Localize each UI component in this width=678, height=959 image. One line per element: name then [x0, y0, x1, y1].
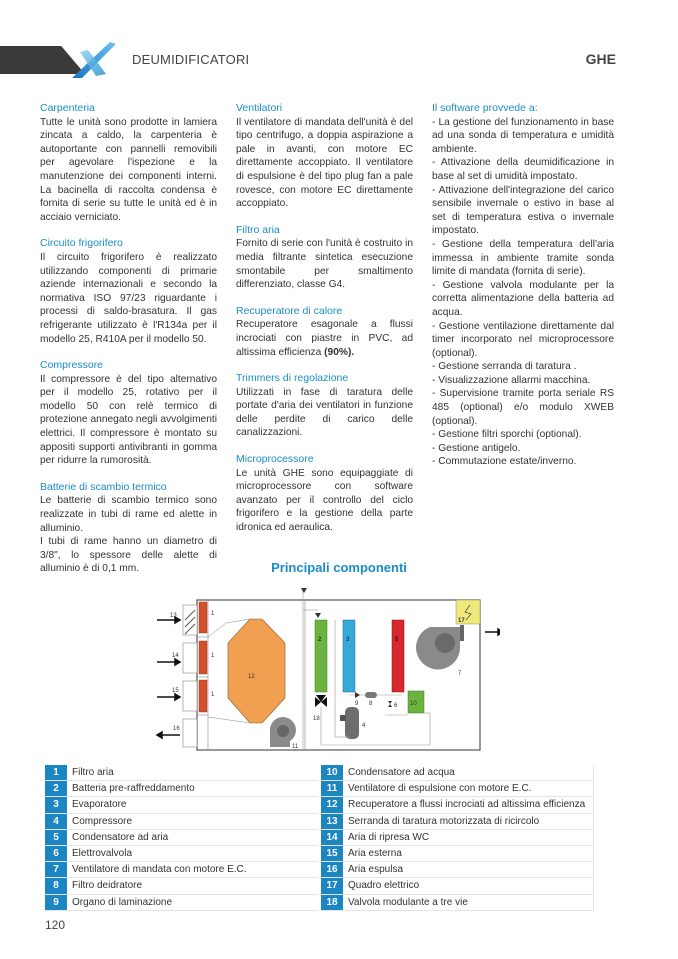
section-recuperatore [236, 305, 413, 359]
section-heading: Batterie di scambio termico [40, 480, 167, 493]
svg-text:1: 1 [211, 653, 215, 659]
legend-label: Aria esterna [348, 848, 402, 860]
legend-number: 11 [321, 781, 343, 796]
section-carpenteria [40, 102, 217, 224]
legend-row [321, 862, 594, 878]
legend-row [321, 846, 594, 862]
legend-label: Serranda di taratura motorizzata di ricircolo [348, 815, 540, 827]
svg-text:16: 16 [173, 726, 180, 732]
legend-number: 12 [321, 797, 343, 812]
page-header [0, 38, 678, 80]
software-item: - Gestione filtri sporchi (optional). [432, 429, 582, 441]
svg-text:4: 4 [362, 723, 366, 729]
section-microprocessore [236, 453, 413, 535]
section-heading: Filtro aria [236, 223, 280, 236]
section-heading: Circuito frigorifero [40, 237, 123, 250]
section-heading: Compressore [40, 359, 104, 372]
legend-number: 18 [321, 895, 343, 910]
legend-number: 14 [321, 830, 343, 845]
section-ventilatori [236, 102, 413, 211]
legend-number: 8 [45, 878, 67, 893]
section-circuito-frigorifero [40, 237, 217, 346]
legend-label: Valvola modulante a tre vie [348, 896, 468, 908]
middle-column [236, 102, 413, 548]
software-item: - Attivazione dell'integrazione del carico sensibile invernale o estivo in base al set di temperatura estiva o invernale impostato. [432, 184, 614, 237]
legend-label: Condensatore ad aria [72, 831, 169, 843]
software-item: - Gestione ventilazione direttamente dal timer incorporato nel microprocessore (optional). [432, 320, 614, 359]
software-item: - Gestione serranda di taratura . [432, 361, 577, 373]
svg-text:14: 14 [172, 653, 179, 659]
section-text-main: Recuperatore esagonale a flussi incrociati con piastre in PVC, ad altissima efficienza [236, 319, 413, 358]
product-code: GHE [585, 51, 616, 67]
legend-row [321, 765, 594, 781]
legend-label: Aria espulsa [348, 864, 404, 876]
legend-row [45, 797, 318, 813]
legend-row [321, 830, 594, 846]
svg-text:10: 10 [410, 701, 417, 707]
section-title: DEUMIDIFICATORI [132, 52, 250, 67]
svg-text:7: 7 [458, 671, 462, 677]
legend-label: Batteria pre-raffreddamento [72, 783, 195, 795]
legend-label: Ventilatore di mandata con motore E.C. [72, 864, 247, 876]
legend-label: Ventilatore di espulsione con motore E.C. [348, 783, 532, 795]
damper-icon [183, 605, 197, 635]
left-column [40, 102, 217, 589]
section-trimmers [236, 372, 413, 440]
legend-number: 6 [45, 846, 67, 861]
legend-number: 7 [45, 862, 67, 877]
legend-label: Compressore [72, 815, 133, 827]
legend-number: 3 [45, 797, 67, 812]
legend-number: 17 [321, 878, 343, 893]
svg-text:18: 18 [313, 716, 320, 722]
legend-number: 10 [321, 765, 343, 780]
software-heading: Il software provvede a: [432, 102, 538, 114]
legend-row [45, 765, 318, 781]
legend-row [321, 895, 594, 911]
legend-label: Elettrovalvola [72, 848, 133, 860]
legend-label: Filtro deidratore [72, 880, 143, 892]
legend-row [321, 797, 594, 813]
svg-text:13: 13 [170, 613, 177, 619]
legend-number: 1 [45, 765, 67, 780]
section-text: Tutte le unità sono prodotte in lamiera zincata a caldo, la carpenteria è autoportante con pannelli removibili per agevolare l'ispezione e la manutenzione dei componenti interni. La bacinella di raccolta condensa è fornita di serie su tutte le unità ed è in acciaio verniciato. [40, 116, 217, 223]
legend-label: Recuperatore a flussi incrociati ad altissima efficienza [348, 799, 586, 811]
legend-row [321, 878, 594, 894]
legend-number: 16 [321, 862, 343, 877]
svg-text:17: 17 [458, 618, 465, 624]
diagram-title: Principali componenti [271, 560, 407, 575]
page-number: 120 [45, 918, 66, 932]
components-diagram [140, 585, 500, 755]
legend-number: 15 [321, 846, 343, 861]
legend-label: Organo di laminazione [72, 896, 173, 908]
section-text: Il ventilatore di mandata dell'unità è del tipo centrifugo, a doppia aspirazione a pale in avanti, con motore EC direttamente accoppiato. Il ventilatore di espulsione è del tipo plug fan a pale rovesce, con motore EC direttamente accoppiato. [236, 116, 413, 210]
legend-row [45, 878, 318, 894]
section-text [236, 318, 413, 359]
svg-text:6: 6 [394, 703, 398, 709]
section-filtro-aria [236, 224, 413, 292]
brand-x-logo-icon [60, 40, 120, 80]
svg-text:3: 3 [346, 637, 350, 643]
legend-row [45, 814, 318, 830]
legend-label: Condensatore ad acqua [348, 767, 455, 779]
legend-label: Filtro aria [72, 767, 114, 779]
svg-text:1: 1 [211, 611, 215, 617]
svg-text:15: 15 [172, 688, 179, 694]
software-item: - Supervisione tramite porta seriale RS 485 (optional) e/o modulo XWEB (optional). [432, 388, 614, 427]
svg-text:1: 1 [211, 692, 215, 698]
section-heading: Microprocessore [236, 453, 314, 466]
svg-text:5: 5 [395, 637, 399, 643]
section-text: Le unità GHE sono equipaggiate di microprocessore con software avanzato per il controllo del ciclo frigorifero e la gestione della parte idronica ed aeraulica. [236, 467, 413, 534]
svg-text:11: 11 [292, 744, 299, 750]
svg-text:2: 2 [318, 637, 322, 643]
legend-number: 13 [321, 814, 343, 829]
legend-number: 9 [45, 895, 67, 910]
section-compressore [40, 359, 217, 468]
software-item: - Gestione antigelo. [432, 442, 521, 454]
efficiency-value: (90%). [324, 346, 355, 358]
svg-text:12: 12 [248, 674, 255, 680]
legend-row [45, 895, 318, 911]
legend-row [45, 830, 318, 846]
software-item: - La gestione del funzionamento in base ad una sonda di temperatura e umidità ambiente. [432, 116, 614, 155]
section-text: I tubi di rame hanno un diametro di 3/8", lo spessore delle alette di alluminio è di 0,1 mm. [40, 536, 217, 575]
software-item: - Gestione valvola modulante per la corretta alimentazione della batteria ad acqua. [432, 279, 614, 318]
software-item: - Commutazione estate/inverno. [432, 456, 577, 468]
svg-text:8: 8 [369, 701, 373, 707]
section-text: Il compressore è del tipo alternativo per il modello 25, rotativo per il modello 50 con relè termico di protezione annegato negli avvolgimenti elettrici. Il compressore è montato su appositi supporti antivibranti in gomma per ridurre la rumorosità. [40, 373, 217, 467]
legend-label: Quadro elettrico [348, 880, 420, 892]
legend-label: Evaporatore [72, 799, 127, 811]
section-heading: Carpenteria [40, 102, 95, 114]
section-heading: Recuperatore di calore [236, 304, 343, 317]
section-text: Utilizzati in fase di taratura delle portate d'aria dei ventilatori in funzione delle perdite di carico delle canalizzazioni. [236, 386, 413, 439]
right-column [432, 102, 614, 469]
legend-label: Aria di ripresa WC [348, 831, 430, 843]
svg-text:9: 9 [355, 701, 359, 707]
section-heading: Ventilatori [236, 102, 283, 114]
legend-column-right [321, 765, 594, 911]
section-text: Fornito di serie con l'unità è costruito in media filtrante sintetica esecuzione smontabile per smaltimento differenziato, classe G4. [236, 238, 413, 291]
legend-number: 5 [45, 830, 67, 845]
section-text: Il circuito frigorifero è realizzato utilizzando componenti di primarie aziende internazionali e secondo la normativa ISO 97/23 riguardante i processi di saldo-brasatura. Il gas refrigerante utilizzato è l'R134a per il modello 25, R410A per il modello 50. [40, 251, 217, 345]
legend-row [321, 814, 594, 830]
section-heading: Trimmers di regolazione [236, 372, 349, 385]
legend-row [45, 846, 318, 862]
software-item: - Attivazione della deumidificazione in base al set di umidità impostato. [432, 157, 614, 182]
software-item: - Gestione della temperatura dell'aria immessa in ambiente tramite sonda limite di mandata (fornita di serie). [432, 238, 614, 278]
software-item: - Visualizzazione allarmi macchina. [432, 374, 591, 386]
legend-row [321, 781, 594, 797]
section-text: Le batterie di scambio termico sono realizzate in tubi di rame ed alette in alluminio. [40, 495, 217, 534]
legend-number: 4 [45, 814, 67, 829]
legend-row [45, 781, 318, 797]
legend-row [45, 862, 318, 878]
legend-number: 2 [45, 781, 67, 796]
legend-column-left [45, 765, 318, 911]
